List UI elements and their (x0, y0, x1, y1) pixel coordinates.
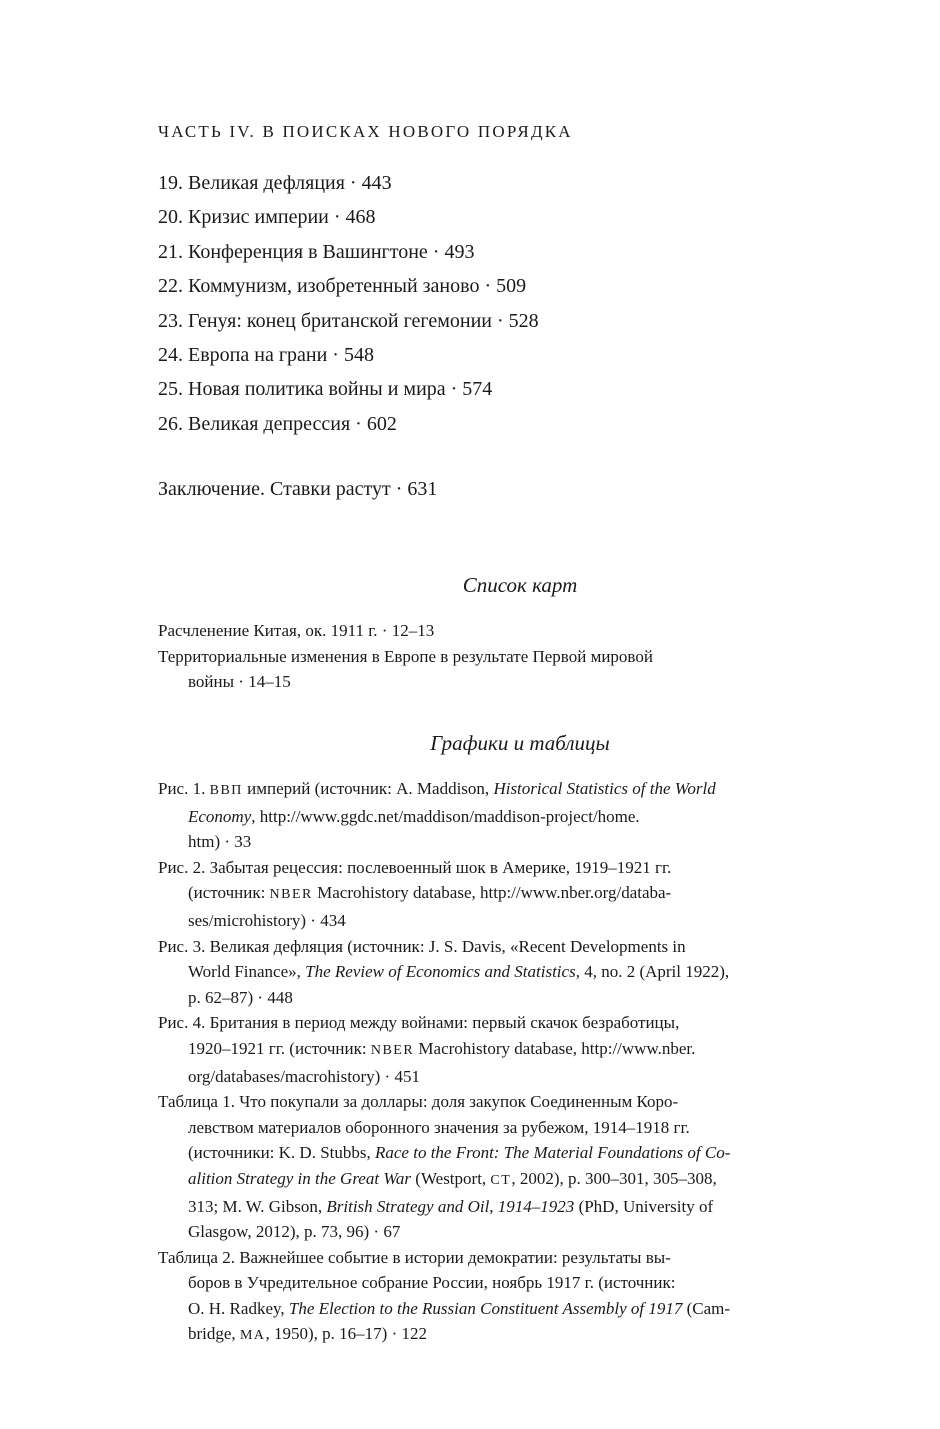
entry-text: bridge, (188, 1324, 240, 1344)
maps-heading: Список карт (462, 573, 578, 597)
entry-line (158, 1010, 858, 1036)
chapter-entry[interactable]: 23. Генуя: конец британской гегемонии · 528 (158, 309, 539, 332)
chapter-entry[interactable]: 24. Европа на грани · 548 (158, 344, 374, 367)
entry-line (158, 880, 858, 908)
entry-line (158, 776, 858, 804)
entry-text: Расчленение Китая, ок. 1911 г. · 12–13 (158, 621, 435, 640)
entry-line (158, 1321, 858, 1349)
entry-line (158, 1140, 858, 1166)
map-entry[interactable] (158, 644, 858, 695)
entry-text: Рис. 3. Великая дефляция (источник: J. S. Davis, «Recent Developments in (158, 936, 686, 956)
entry-text: войны · 14–15 (188, 672, 291, 692)
entry-line (158, 618, 858, 644)
entry-text: Glasgow, 2012), p. 73, 96) · 67 (188, 1222, 401, 1242)
entry-line (158, 985, 858, 1011)
italic-title-text: alition Strategy in the Great War (188, 1168, 412, 1188)
entry-line (158, 1166, 858, 1194)
entry-line (158, 959, 858, 985)
entry-text: org/databases/macrohistory) · 451 (188, 1066, 420, 1086)
entry-line (158, 804, 858, 830)
entry-text: 313; M. W. Gibson, (188, 1196, 327, 1216)
figures-list (158, 776, 858, 1349)
entry-text: 1920–1921 гг. (источник: (188, 1038, 371, 1058)
entry-line (158, 1270, 858, 1296)
italic-title-text: Economy (188, 806, 252, 826)
entry-line (158, 934, 858, 960)
entry-text: , 2002), p. 300–301, 305–308, (511, 1168, 717, 1188)
entry-line (158, 829, 858, 855)
italic-title-text: The Election to the Russian Constituent Assembly of 1917 (288, 1298, 683, 1318)
entry-text: Рис. 4. Британия в период между войнами: первый скачок безработицы, (158, 1013, 680, 1033)
entry-line (158, 669, 858, 695)
map-entry[interactable] (158, 618, 858, 644)
chapter-entry[interactable]: 26. Великая депрессия · 602 (158, 412, 397, 435)
entry-text: боров в Учредительное собрание России, ноябрь 1917 г. (источник: (188, 1273, 676, 1293)
entry-line (158, 1036, 858, 1064)
entry-text: O. H. Radkey, (188, 1298, 289, 1318)
entry-text: Территориальные изменения в Европе в результате Первой мировой (158, 646, 653, 666)
chapter-entry[interactable]: 25. Новая политика войны и мира · 574 (158, 378, 493, 401)
chapter-entry[interactable]: 22. Коммунизм, изобретенный заново · 509 (158, 275, 527, 298)
entry-line (158, 1194, 858, 1220)
entry-line (158, 908, 858, 934)
figure-entry[interactable] (158, 1089, 858, 1245)
entry-text: Macrohistory database, http://www.nber.org/databa- (312, 883, 672, 903)
entry-text: p. 62–87) · 448 (188, 987, 293, 1007)
figure-entry[interactable] (158, 1245, 858, 1349)
entry-text: ВВП (209, 783, 243, 798)
chapter-entry[interactable]: 21. Конференция в Вашингтоне · 493 (158, 240, 475, 263)
figure-entry[interactable] (158, 855, 858, 934)
maps-list (158, 618, 858, 695)
entry-text: Macrohistory database, http://www.nber. (414, 1038, 696, 1058)
entry-text: (источник: (188, 883, 270, 903)
italic-title-text: Historical Statistics of the World (493, 779, 716, 798)
entry-text: (PhD, University of (574, 1196, 714, 1216)
entry-text: (источники: K. D. Stubbs, (188, 1143, 375, 1163)
chapter-list (158, 166, 539, 441)
entry-text: левством материалов оборонного значения за рубежом, 1914–1918 гг. (188, 1117, 690, 1137)
conclusion-entry[interactable]: Заключение. Ставки растут · 631 (158, 478, 438, 500)
entry-text: NBER (269, 887, 313, 903)
italic-title-text: The Review of Economics and Statistics (305, 962, 576, 982)
entry-text: , 1950), p. 16–17) · 122 (265, 1324, 427, 1344)
entry-text: Таблица 1. Что покупали за доллары: доля закупок Соединенным Коро- (158, 1092, 679, 1112)
entry-text: World Finance», (188, 962, 306, 982)
part-heading: ЧАСТЬ IV. В ПОИСКАХ НОВОГО ПОРЯДКА (158, 122, 573, 141)
entry-text: , 4, no. 2 (April 1922), (575, 962, 730, 982)
entry-line (158, 855, 858, 881)
entry-text: империй (источник: A. Maddison, (242, 779, 494, 798)
entry-line (158, 1219, 858, 1245)
entry-text: , http://www.ggdc.net/maddison/maddison-project/home. (251, 806, 640, 826)
italic-title-text: Race to the Front: The Material Foundations of Co- (375, 1143, 731, 1163)
entry-line (158, 1089, 858, 1115)
entry-text: ses/microhistory) · 434 (188, 910, 346, 930)
entry-line (158, 1296, 858, 1322)
entry-text: Таблица 2. Важнейшее событие в истории демократии: результаты вы- (158, 1247, 671, 1267)
entry-text: (Westport, (411, 1168, 491, 1188)
italic-title-text: British Strategy and Oil, 1914–1923 (326, 1196, 575, 1216)
entry-text: CT (490, 1172, 512, 1188)
entry-text: Рис. 2. Забытая рецессия: послевоенный шок в Америке, 1919–1921 гг. (158, 857, 672, 877)
entry-line (158, 1064, 858, 1090)
entry-line (158, 1245, 858, 1271)
entry-text: (Cam- (682, 1298, 731, 1318)
figure-entry[interactable] (158, 776, 858, 855)
entry-text: htm) · 33 (188, 832, 252, 852)
entry-text: NBER (370, 1042, 415, 1058)
entry-text: Рис. 1. (158, 779, 210, 798)
entry-line (158, 644, 858, 670)
figure-entry[interactable] (158, 1010, 858, 1089)
figure-entry[interactable] (158, 934, 858, 1011)
entry-line (158, 1115, 858, 1141)
entry-text: MA (239, 1328, 266, 1344)
figures-heading: Графики и таблицы (430, 731, 610, 755)
chapter-entry[interactable]: 19. Великая дефляция · 443 (158, 172, 392, 194)
chapter-entry[interactable]: 20. Кризис империи · 468 (158, 206, 376, 229)
